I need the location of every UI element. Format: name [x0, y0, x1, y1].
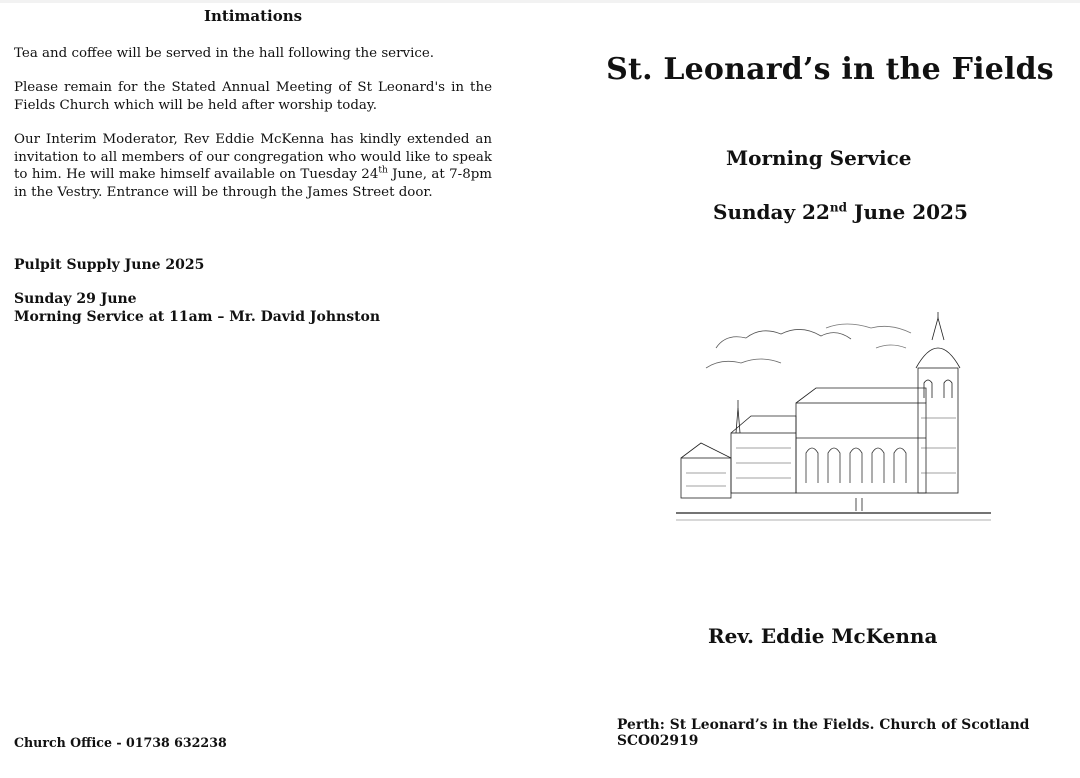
pulpit-supply-heading: Pulpit Supply June 2025: [14, 257, 205, 273]
intimation-moderator: [14, 131, 492, 201]
top-border: [0, 0, 1080, 3]
minister-name: Rev. Eddie McKenna: [708, 624, 938, 648]
pulpit-supply-service: Morning Service at 11am – Mr. David Johnston: [14, 309, 381, 325]
intimations-heading: Intimations: [203, 7, 303, 25]
intimations-section: [14, 8, 492, 218]
service-date-month: June 2025: [847, 200, 968, 224]
church-title: St. Leonard’s in the Fields: [606, 52, 1054, 87]
charity-footer: Perth: St Leonard’s in the Fields. Church of Scotland SCO02919: [617, 717, 1030, 749]
pulpit-supply-section: [14, 256, 380, 326]
service-date: [713, 200, 968, 224]
service-name: Morning Service: [726, 146, 912, 170]
service-date-day: Sunday 22: [713, 200, 830, 224]
intimation-moderator-text: Our Interim Moderator, Rev Eddie McKenna has kindly extended an invitation to all members of our congregation who would like to speak to him. He will make himself available on Tuesday 24: [14, 132, 492, 182]
intimation-tea-coffee: Tea and coffee will be served in the hall following the service.: [14, 45, 435, 61]
intimation-moderator-text-end: June, at 7-8pm in the Vestry. Entrance will be through the James Street door.: [14, 167, 492, 200]
intimation-annual-meeting: Please remain for the Stated Annual Meeting of St Leonard's in the Fields Church which will be held after worship today.: [14, 80, 492, 113]
church-office-contact: Church Office - 01738 632238: [14, 735, 227, 750]
pulpit-supply-date: Sunday 29 June: [14, 291, 137, 307]
church-drawing: [676, 308, 991, 530]
service-date-sup: nd: [829, 200, 848, 215]
intimation-moderator-sup: th: [378, 165, 388, 176]
